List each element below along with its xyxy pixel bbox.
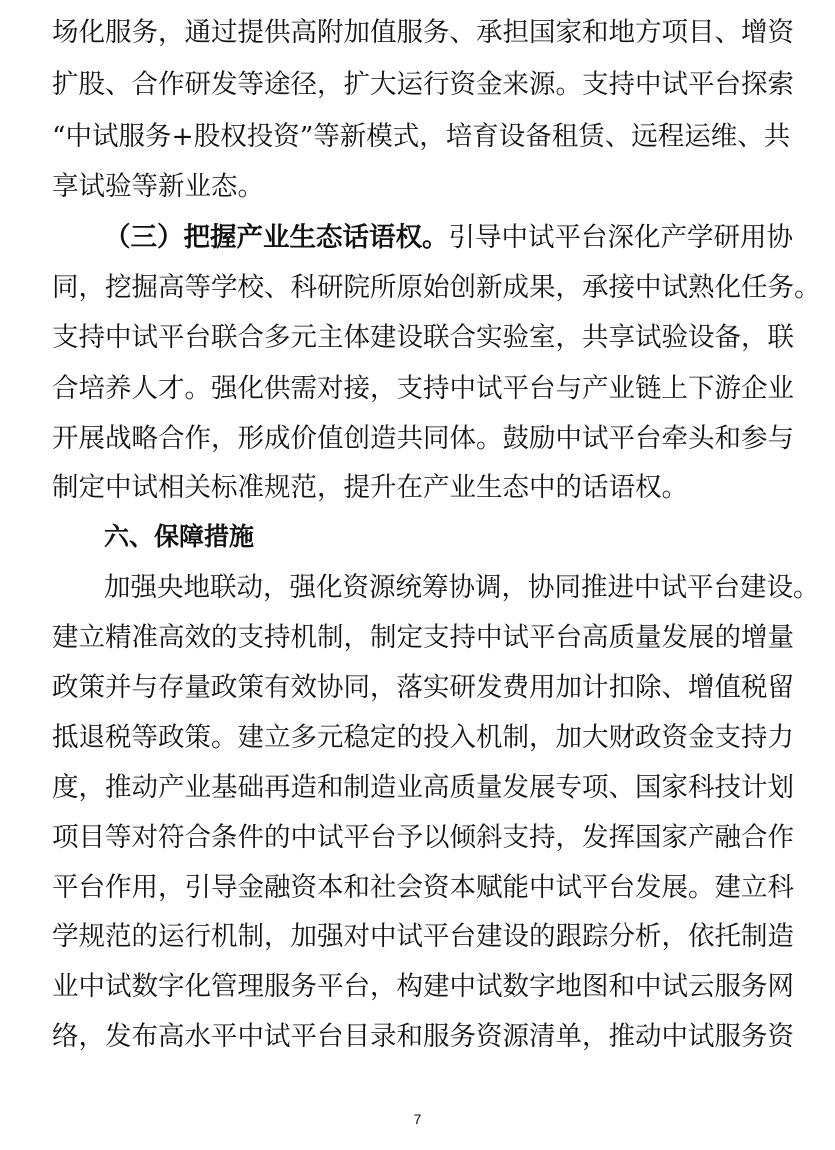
paragraph-2-line-5: 开展战略合作，形成价值创造共同体。鼓励中试平台牵头和参与 bbox=[52, 423, 794, 454]
paragraph-3-line-1: 加强央地联动，强化资源统筹协调，协同推进中试平台建设。 bbox=[104, 572, 820, 603]
paragraph-3-line-4: 抵退税等政策。建立多元稳定的投入机制，加大财政资金支持力 bbox=[52, 722, 794, 753]
paragraph-1-line-3: “中试服务+股权投资”等新模式，培育设备租赁、远程运维、共 bbox=[52, 121, 791, 152]
paragraph-3-line-6: 项目等对符合条件的中试平台予以倾斜支持，发挥国家产融合作 bbox=[52, 822, 794, 853]
paragraph-3-line-5: 度，推动产业基础再造和制造业高质量发展专项、国家科技计划 bbox=[52, 772, 794, 803]
paragraph-3-line-10: 络，发布高水平中试平台目录和服务资源清单，推动中试服务资 bbox=[52, 1021, 794, 1052]
paragraph-1-line-4: 享试验等新业态。 bbox=[52, 171, 264, 202]
paragraph-3-line-3: 政策并与存量政策有效协同，落实研发费用加计扣除、增值税留 bbox=[52, 672, 794, 703]
paragraph-1-line-2: 扩股、合作研发等途径，扩大运行资金来源。支持中试平台探索 bbox=[52, 69, 794, 100]
paragraph-1-line-1: 场化服务，通过提供高附加值服务、承担国家和地方项目、增资 bbox=[52, 17, 794, 48]
paragraph-3-line-7: 平台作用，引导金融资本和社会资本赋能中试平台发展。建立科 bbox=[52, 872, 794, 903]
paragraph-2-line-2: 同，挖掘高等学校、科研院所原始创新成果，承接中试熟化任务。 bbox=[52, 272, 821, 303]
paragraph-3-line-9: 业中试数字化管理服务平台，构建中试数字地图和中试云服务网 bbox=[52, 971, 794, 1002]
section-heading: 六、保障措施 bbox=[104, 522, 255, 551]
page-number: 7 bbox=[413, 1111, 422, 1127]
paragraph-2-line-4: 合培养人才。强化供需对接，支持中试平台与产业链上下游企业 bbox=[52, 373, 794, 404]
paragraph-2-line-1-rest: 引导中试平台深化产学研用协 bbox=[448, 222, 793, 253]
paragraph-2-lead: （三）把握产业生态话语权。 bbox=[104, 222, 449, 253]
paragraph-3-line-2: 建立精准高效的支持机制，制定支持中试平台高质量发展的增量 bbox=[52, 622, 794, 653]
paragraph-2-line-6: 制定中试相关标准规范，提升在产业生态中的话语权。 bbox=[52, 472, 688, 503]
paragraph-2-line-1 bbox=[104, 222, 793, 253]
paragraph-2-line-3: 支持中试平台联合多元主体建设联合实验室，共享试验设备，联 bbox=[52, 322, 794, 353]
paragraph-3-line-8: 学规范的运行机制，加强对中试平台建设的跟踪分析，依托制造 bbox=[52, 921, 794, 952]
